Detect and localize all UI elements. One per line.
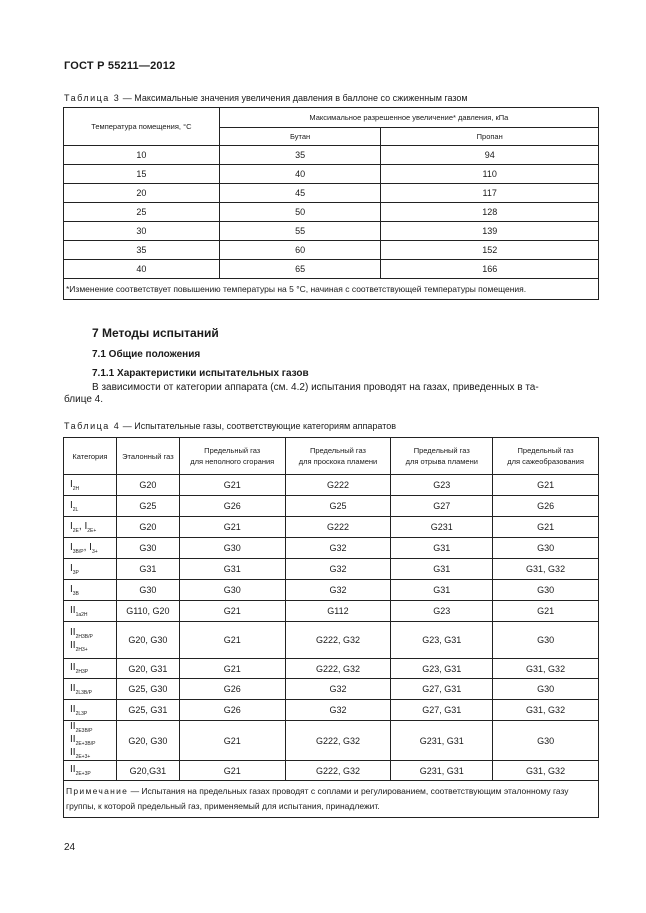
table-cell-propane: 139	[381, 222, 599, 241]
table4-header-flashback	[285, 438, 391, 475]
table-row	[64, 260, 599, 279]
table-row	[64, 659, 599, 679]
table-cell-flashback: G222, G32	[285, 622, 391, 659]
table-cell-soot: G30	[493, 622, 599, 659]
category-symbol: II	[70, 682, 76, 694]
table-cell-flashback: G222	[285, 475, 391, 496]
category-symbol: II	[70, 604, 76, 616]
table-cell-reference: G25	[116, 496, 179, 517]
table-row	[64, 559, 599, 580]
table-cell-category	[64, 538, 117, 559]
table4-header-category: Категория	[64, 438, 117, 475]
table-row	[64, 700, 599, 721]
table-cell-flashback: G32	[285, 538, 391, 559]
table-cell-liftoff: G23	[391, 601, 493, 622]
table-row	[64, 184, 599, 203]
table-cell-reference: G20, G30	[116, 721, 179, 761]
table-cell-flashback: G112	[285, 601, 391, 622]
table-cell-liftoff: G31	[391, 580, 493, 601]
table-cell-butane: 50	[219, 203, 381, 222]
table-row	[64, 580, 599, 601]
table-cell-butane: 35	[219, 146, 381, 165]
table-cell-soot: G21	[493, 601, 599, 622]
table-cell-flashback: G222, G32	[285, 721, 391, 761]
category-symbol: II	[70, 703, 76, 715]
category-symbol: II	[70, 747, 76, 758]
table-cell-category	[64, 659, 117, 679]
table4-caption-label: Таблица 4	[64, 421, 121, 431]
table-cell-flashback: G222, G32	[285, 761, 391, 781]
table-cell-soot: G30	[493, 580, 599, 601]
table-cell-liftoff: G231, G31	[391, 761, 493, 781]
category-symbol: II	[70, 627, 76, 638]
table-row	[64, 496, 599, 517]
table-cell-liftoff: G231, G31	[391, 721, 493, 761]
table-row	[64, 721, 599, 761]
category-symbol: II	[70, 734, 76, 745]
category-subscript: 2E+3P	[75, 771, 91, 777]
table-row	[64, 222, 599, 241]
table-cell-flashback: G32	[285, 580, 391, 601]
table-cell-propane: 152	[381, 241, 599, 260]
table-cell-soot: G31, G32	[493, 761, 599, 781]
category-subscript: 3P	[72, 569, 79, 576]
table-cell-flashback: G222	[285, 517, 391, 538]
table-cell-liftoff: G31	[391, 538, 493, 559]
table-cell-category	[64, 700, 117, 721]
table-cell-butane: 45	[219, 184, 381, 203]
table4-header-soot-line2: для сажеобразования	[507, 457, 584, 466]
table-cell-reference: G30	[116, 580, 179, 601]
table4-header-liftoff	[391, 438, 493, 475]
table-cell-category	[64, 721, 117, 761]
table-row	[64, 622, 599, 659]
table3-body	[64, 146, 599, 279]
table-cell-soot: G26	[493, 496, 599, 517]
table-cell-propane: 117	[381, 184, 599, 203]
table-row	[64, 241, 599, 260]
document-header: ГОСТ Р 55211—2012	[64, 60, 176, 72]
table-cell-incomplete: G26	[179, 700, 285, 721]
table-cell-liftoff: G23, G31	[391, 659, 493, 679]
category-subscript: 3B	[72, 590, 79, 597]
category-symbol: I	[70, 520, 73, 532]
category-subscript: 2H3+	[75, 647, 88, 653]
table-row	[64, 146, 599, 165]
table-cell-category	[64, 761, 117, 781]
table-cell-soot: G21	[493, 517, 599, 538]
table-cell-incomplete: G30	[179, 580, 285, 601]
table-cell-category	[64, 679, 117, 700]
table4-header-incomplete	[179, 438, 285, 475]
category-symbol: I	[70, 541, 73, 553]
table-cell-reference: G30	[116, 538, 179, 559]
category-symbol: II	[70, 662, 76, 673]
section-title: 7 Методы испытаний	[92, 326, 219, 340]
category-symbol: II	[70, 721, 76, 732]
table-cell-soot: G30	[493, 679, 599, 700]
table-cell-propane: 166	[381, 260, 599, 279]
table-cell-temperature: 20	[64, 184, 220, 203]
table-row	[64, 165, 599, 184]
table-cell-liftoff: G27, G31	[391, 700, 493, 721]
category-subscript: 3B/P	[72, 548, 84, 555]
table-cell-category	[64, 601, 117, 622]
table-cell-propane: 94	[381, 146, 599, 165]
table-cell-category	[64, 496, 117, 517]
table4-note	[64, 781, 599, 818]
table-cell-reference: G31	[116, 559, 179, 580]
table-cell-incomplete: G21	[179, 601, 285, 622]
table-cell-liftoff: G31	[391, 559, 493, 580]
table4-caption-text: — Испытательные газы, соответствующие категориям аппаратов	[120, 421, 397, 431]
table-cell-soot: G30	[493, 721, 599, 761]
table-row	[64, 475, 599, 496]
category-subscript: 2E3B/P	[75, 728, 93, 734]
table-cell-flashback: G32	[285, 700, 391, 721]
category-symbol: I	[70, 478, 73, 490]
table-cell-propane: 110	[381, 165, 599, 184]
subsubsection-title: 7.1.1 Характеристики испытательных газов	[92, 368, 309, 379]
table-cell-temperature: 10	[64, 146, 220, 165]
table-cell-temperature: 15	[64, 165, 220, 184]
table3-header-butane: Бутан	[219, 128, 381, 146]
table-cell-liftoff: G23	[391, 475, 493, 496]
table-row	[64, 203, 599, 222]
table-cell-incomplete: G31	[179, 559, 285, 580]
table-cell-temperature: 35	[64, 241, 220, 260]
table4-header-soot-line1: Предельный газ	[517, 446, 574, 455]
table4-caption	[64, 421, 396, 431]
table-cell-temperature: 30	[64, 222, 220, 241]
table4-header-liftoff-line2: для отрыва пламени	[405, 457, 478, 466]
table3-caption-label: Таблица 3	[64, 93, 121, 103]
table-cell-incomplete: G26	[179, 679, 285, 700]
table-cell-butane: 40	[219, 165, 381, 184]
category-subscript: 2E+	[87, 527, 97, 534]
table4-header-flashback-line2: для проскока пламени	[298, 457, 378, 466]
subsection-title: 7.1 Общие положения	[92, 349, 201, 360]
table-cell-propane: 128	[381, 203, 599, 222]
table3-footnote: *Изменение соответствует повышению температуры на 5 °С, начиная с соответствующей температуры помещения.	[64, 279, 599, 300]
table4-note-text: — Испытания на предельных газах проводят с соплами и регулированием, соответствующим эталонному газу группы, к которой предельный газ, применяемый для испытания, принадлежит.	[66, 786, 569, 811]
table3	[63, 107, 599, 300]
table-cell-liftoff: G27, G31	[391, 679, 493, 700]
table-cell-temperature: 25	[64, 203, 220, 222]
table-cell-soot: G21	[493, 475, 599, 496]
paragraph-line2: блице 4.	[64, 394, 103, 405]
table4-header-reference: Эталонный газ	[116, 438, 179, 475]
table-cell-category	[64, 622, 117, 659]
category-subscript: 2L3P	[75, 710, 88, 717]
table-cell-soot: G31, G32	[493, 559, 599, 580]
table-cell-butane: 60	[219, 241, 381, 260]
table-row	[64, 517, 599, 538]
category-subscript: 2E+3+	[75, 754, 91, 760]
table4-header-incomplete-line2: для неполного сгорания	[190, 457, 275, 466]
category-symbol: II	[70, 764, 76, 775]
table3-header-propane: Пропан	[381, 128, 599, 146]
table-cell-incomplete: G21	[179, 622, 285, 659]
table-cell-reference: G20, G31	[116, 659, 179, 679]
table-cell-incomplete: G21	[179, 517, 285, 538]
table-row	[64, 538, 599, 559]
category-subscript: 3+	[91, 548, 98, 555]
table3-header-group: Максимальное разрешенное увеличение* давления, кПа	[219, 108, 598, 128]
table-cell-reference: G20, G30	[116, 622, 179, 659]
table-cell-incomplete: G21	[179, 721, 285, 761]
table-row	[64, 761, 599, 781]
table3-header-temperature: Температура помещения, °С	[64, 108, 220, 146]
table-cell-incomplete: G26	[179, 496, 285, 517]
table-cell-reference: G20	[116, 517, 179, 538]
category-subscript: 2E	[72, 527, 79, 534]
table-cell-incomplete: G21	[179, 659, 285, 679]
table-cell-category	[64, 580, 117, 601]
table4-header-flashback-line1: Предельный газ	[309, 446, 366, 455]
table-cell-soot: G31, G32	[493, 700, 599, 721]
table-cell-incomplete: G30	[179, 538, 285, 559]
table-row	[64, 679, 599, 700]
table4-header-liftoff-line1: Предельный газ	[413, 446, 470, 455]
table-cell-reference: G20	[116, 475, 179, 496]
table4-header-soot	[493, 438, 599, 475]
table-cell-butane: 65	[219, 260, 381, 279]
category-symbol: II	[70, 640, 76, 651]
table4-header-incomplete-line1: Предельный газ	[204, 446, 261, 455]
category-symbol: I	[70, 583, 73, 595]
category-subscript: 2H3P	[75, 669, 89, 675]
table4-body	[64, 475, 599, 781]
table-cell-flashback: G32	[285, 559, 391, 580]
table-cell-soot: G31, G32	[493, 659, 599, 679]
page-number: 24	[64, 842, 76, 853]
category-subscript: 2H	[72, 485, 80, 492]
table-cell-flashback: G222, G32	[285, 659, 391, 679]
table-cell-liftoff: G231	[391, 517, 493, 538]
table-row	[64, 601, 599, 622]
category-symbol: I	[70, 499, 73, 511]
table-cell-reference: G110, G20	[116, 601, 179, 622]
table4	[63, 437, 599, 818]
table-cell-reference: G25, G30	[116, 679, 179, 700]
table-cell-category	[64, 475, 117, 496]
table-cell-liftoff: G23, G31	[391, 622, 493, 659]
category-subscript: 2L	[72, 506, 79, 513]
category-symbol: I	[70, 562, 73, 574]
category-subscript: 2H3B/P	[75, 634, 93, 640]
table4-note-label: Примечание	[66, 786, 129, 796]
category-subscript: 1a2H	[75, 611, 88, 618]
table-cell-flashback: G32	[285, 679, 391, 700]
table-cell-incomplete: G21	[179, 761, 285, 781]
table-cell-temperature: 40	[64, 260, 220, 279]
category-subscript: 2L3B/P	[75, 689, 92, 696]
table-cell-liftoff: G27	[391, 496, 493, 517]
table3-caption	[64, 93, 468, 103]
table-cell-category	[64, 559, 117, 580]
category-subscript: 2E+3B/P	[75, 741, 96, 747]
category-symbol: , I	[78, 520, 88, 532]
table-cell-reference: G20,G31	[116, 761, 179, 781]
table-cell-category	[64, 517, 117, 538]
table3-caption-text: — Максимальные значения увеличения давления в баллоне со сжиженным газом	[120, 93, 468, 103]
table-cell-soot: G30	[493, 538, 599, 559]
category-symbol: , I	[83, 541, 92, 553]
paragraph-line1: В зависимости от категории аппарата (см. 4.2) испытания проводят на газах, приведенных в та-	[92, 382, 539, 393]
table-cell-incomplete: G21	[179, 475, 285, 496]
table-cell-reference: G25, G31	[116, 700, 179, 721]
table-cell-flashback: G25	[285, 496, 391, 517]
table-cell-butane: 55	[219, 222, 381, 241]
